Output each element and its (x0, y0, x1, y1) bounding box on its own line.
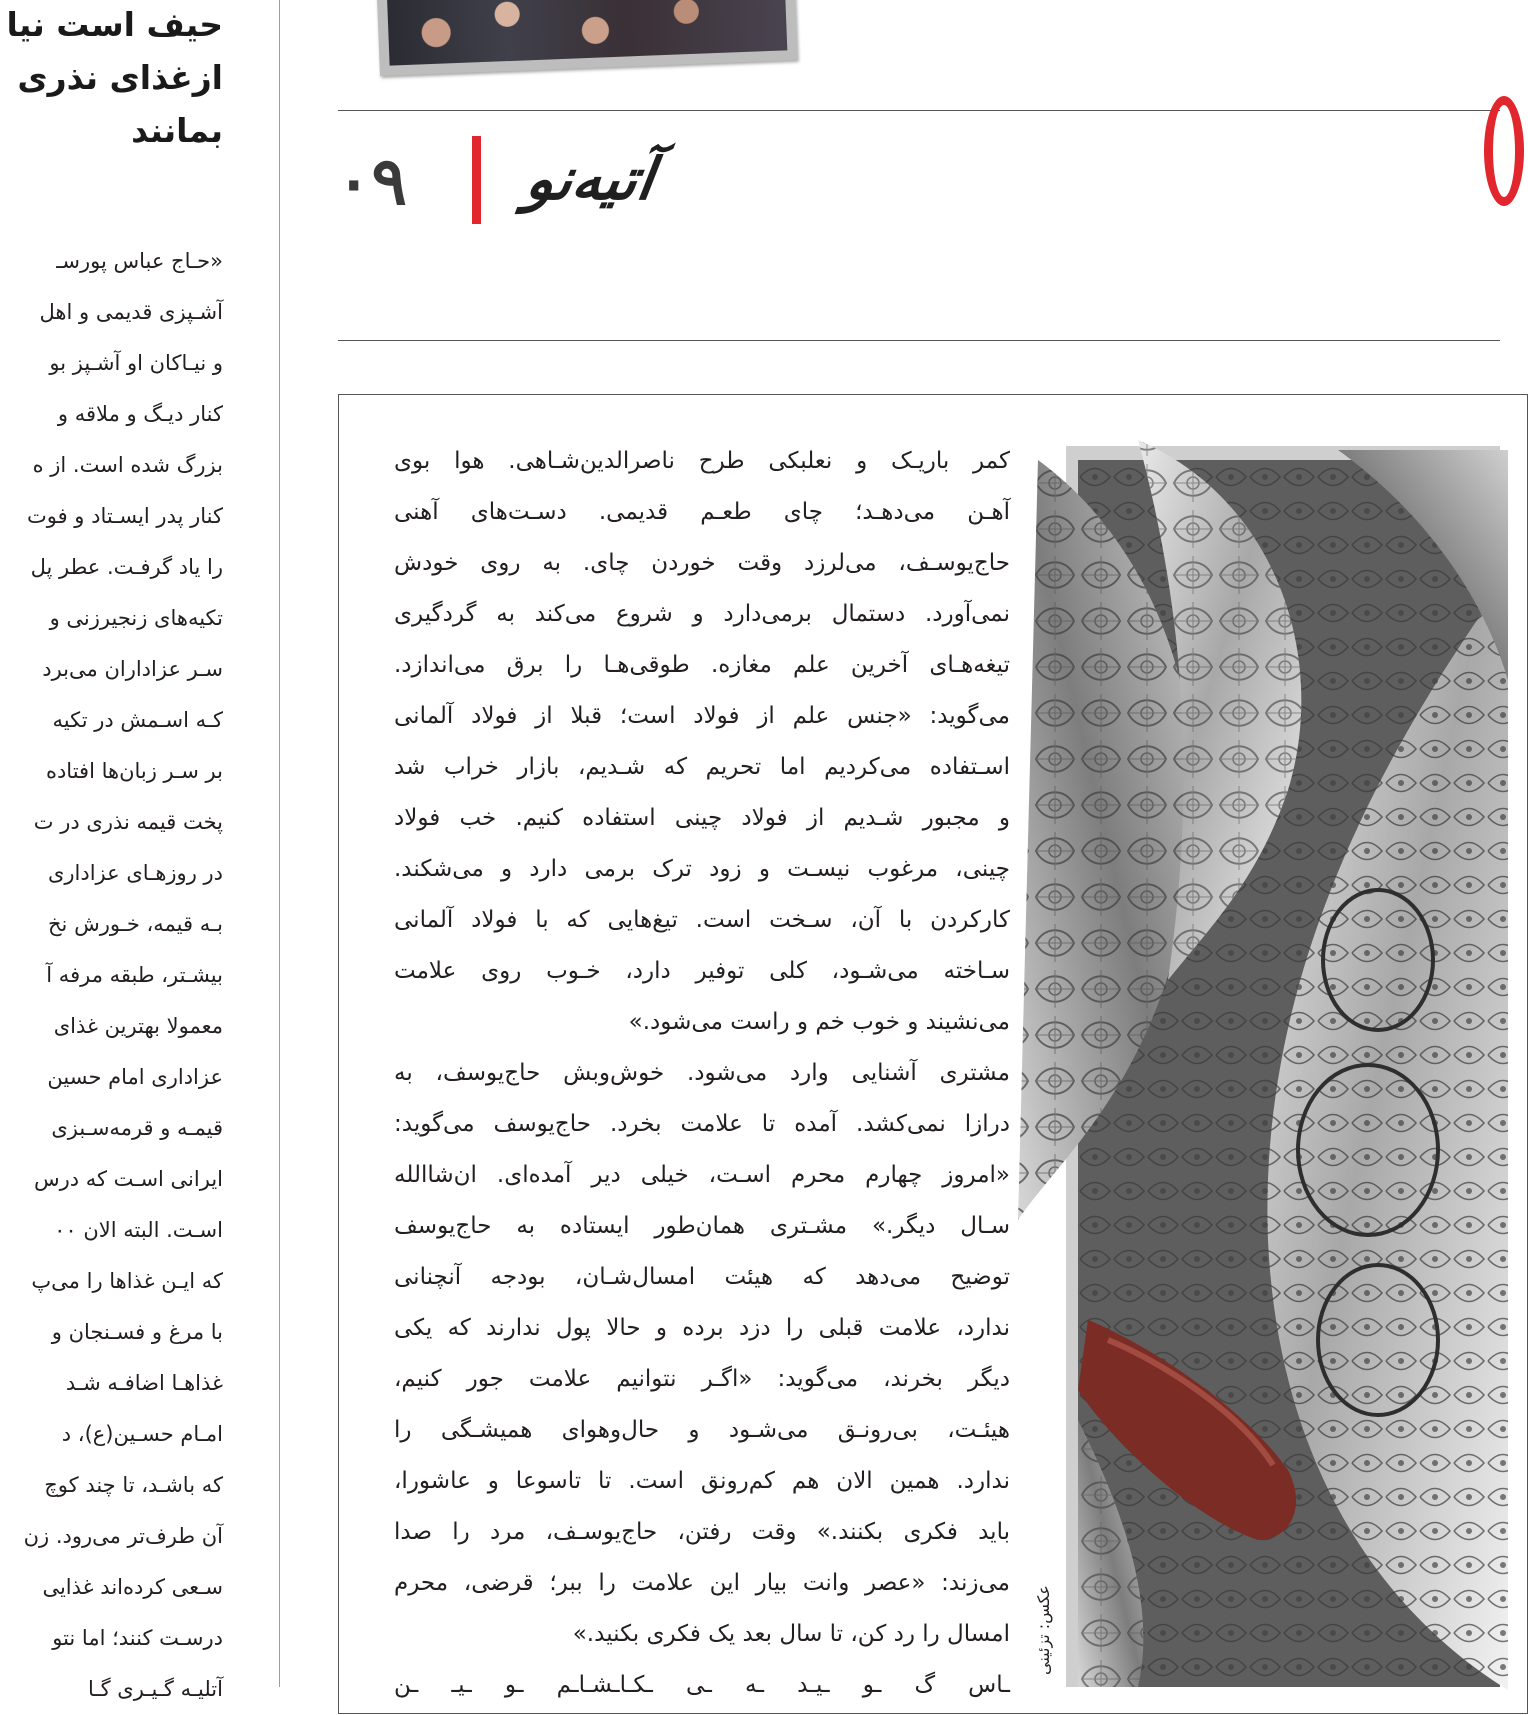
text-line: ایرانی اسـت که درس (33, 1167, 223, 1191)
text-line: امـام حسـین(ع)، د (61, 1422, 223, 1446)
text-line: تکیه‌های زنجیرزنی و (49, 606, 223, 630)
text-line: سـال دیگر.» مشـتری همان‌طور ایستاده به حاج‌یوسف (394, 1213, 1010, 1239)
text-line: درازا نمی‌کشد. آمده تا علامت بخرد. حاج‌یوسف می‌گوید: (394, 1111, 1010, 1137)
masthead-top-rule (338, 110, 1500, 111)
text-line: بر سـر زبان‌ها افتاده (45, 759, 223, 783)
headline-line: بمانند (131, 111, 223, 150)
text-line: در روزهـای عزاداری (47, 861, 223, 885)
text-line: بـه قیمه، خـورش نخ (48, 912, 223, 936)
text-line: سـعی کرده‌اند غذایی (42, 1575, 223, 1599)
text-line: اسـت. البته الان ۰۰ (54, 1218, 223, 1242)
text-line: ندارد. همین الان هم کم‌رونق است. تا تاسوعا و عاشورا، (394, 1468, 1010, 1494)
text-line: غذاهـا اضافـه شـد (65, 1371, 223, 1395)
text-line: بزرگ شده است. از ه (32, 453, 223, 477)
text-line: می‌گوید: «جنس علم از فولاد است؛ قبلا از فولاد آلمانی (394, 703, 1010, 729)
section-title: آتیه‌نو (521, 145, 659, 213)
text-line: کنار دیـگ و ملاقه و (57, 402, 223, 426)
text-line: بیشـتر، طبقه مرفه آ (46, 963, 223, 987)
text-line: آشـپزی قدیمی و اهل (39, 300, 223, 324)
text-line: و مجبور شـدیم از فولاد چینی استفاده کنیم. خب فولاد (394, 805, 1010, 831)
text-line: معمولا بهترین غذای (53, 1014, 223, 1038)
text-line: چینی، مرغوب نیسـت و زود ترک برمی دارد و می‌شکند. (394, 856, 1010, 882)
article-body (394, 436, 1010, 1698)
left-column-divider (279, 0, 280, 1687)
photo-credit: عکس: تزئینی (1034, 1585, 1053, 1675)
article-photo (1066, 446, 1500, 1687)
text-line: می‌زند: «عصر وانت بیار این علامت را ببر؛ قرضی، محرم (394, 1570, 1010, 1596)
top-photo (376, 0, 797, 76)
page-number: ۰۹ (336, 142, 407, 220)
text-line: کنار پدر ایسـتاد و فوت (26, 504, 223, 528)
text-line: که ایـن غذاها را می‌پ (31, 1269, 223, 1293)
text-line: «امروز چهارم محرم اسـت، خیلی دیر آمده‌ای. ان‌شاالله (394, 1162, 1010, 1188)
left-column-headline (0, 0, 223, 188)
text-line: نمی‌آورد. دستمال برمی‌دارد و شروع می‌کند به گردگیری (394, 601, 1010, 627)
text-line: تیغه‌هـای آخرین علم مغازه. طوقی‌هـا را برق می‌اندازد. (394, 652, 1010, 678)
text-line: ـاس گ ـو ـیـد ـه ـی ـکـاـشـاـم ـو ـیـ ـن (394, 1672, 1010, 1698)
text-line: حاج‌یوسـف، می‌لرزد وقت خوردن چای. به روی خودش (394, 550, 1010, 576)
text-line: «حـاج عباس پورسـ (56, 249, 223, 273)
text-line: آهـن می‌دهـد؛ چای طعـم قدیمی. دسـت‌های آهنی (394, 499, 1010, 525)
text-line: کـه اسـمش در تکیه (52, 708, 223, 732)
text-line: قیمـه و قرمه‌سـبزی (51, 1116, 223, 1140)
text-line: پخت قیمه نذری در ت (33, 810, 223, 834)
text-line: عزاداری امام حسین (47, 1065, 223, 1089)
text-line: آن طرف‌تر می‌رود. زن (23, 1524, 223, 1548)
engraved-blades-illustration (1078, 460, 1500, 1687)
text-line: باید فکری بکنند.» وقت رفتن، حاج‌یوسـف، مرد را صدا (394, 1519, 1010, 1545)
text-line: دیگر بخرند، می‌گوید: «اگـر نتوانیم علامت جور کنیم، (394, 1366, 1010, 1392)
text-line: ندارد، علامت قبلی را دزد برده و حالا پول ندارند که یکی (394, 1315, 1010, 1341)
masthead-red-divider (472, 136, 481, 224)
text-line: کمر باریـک و نعلبکی طرح ناصرالدین‌شـاهی. هوا بوی (394, 448, 1010, 474)
text-line: سـر عزاداران می‌برد (42, 657, 223, 681)
text-line: درسـت کنند؛ اما نتو (52, 1626, 223, 1650)
text-line: کارکردن با آن، سـخت است. تیغ‌هایی که با فولاد آلمانی (394, 907, 1010, 933)
headline-line: حیف است نیا (6, 5, 223, 44)
text-line: می‌نشیند و خوب خم و راست می‌شود.» (628, 1009, 1010, 1035)
left-column-body (0, 236, 223, 1701)
text-line: مشتری آشنایی وارد می‌شود. خوش‌وبش حاج‌یوسف، به (394, 1060, 1010, 1086)
red-logo-mark (1484, 96, 1524, 206)
text-line: را یاد گرفـت. عطر پل (30, 555, 223, 579)
top-photo-image (387, 0, 788, 66)
text-line: که باشـد، تا چند کوچ (44, 1473, 223, 1497)
text-line: سـاخته می‌شـود، کلی توفیر دارد، خـوب روی علامت (394, 958, 1010, 984)
headline-line: ازغذای نذری (17, 58, 223, 97)
text-line: با مرغ و فسـنجان و (51, 1320, 223, 1344)
text-line: و نیـاکان او آشـپز بو (49, 351, 223, 375)
text-line: هیئـت، بی‌رونـق می‌شـود و حال‌وهوای همیشـگی را (394, 1417, 1010, 1443)
text-line: آتلیـه گـیـری گـا (88, 1677, 223, 1701)
text-line: توضیح می‌دهد که هیئت امسال‌شـان، بودجه آنچنانی (394, 1264, 1010, 1290)
text-line: امسال را رد کن، تا سال بعد یک فکری بکنید.» (572, 1621, 1010, 1647)
text-line: اسـتفاده می‌کردیم اما تحریم که شـدیم، بازار خراب شد (394, 754, 1010, 780)
masthead-bottom-rule (338, 340, 1500, 341)
